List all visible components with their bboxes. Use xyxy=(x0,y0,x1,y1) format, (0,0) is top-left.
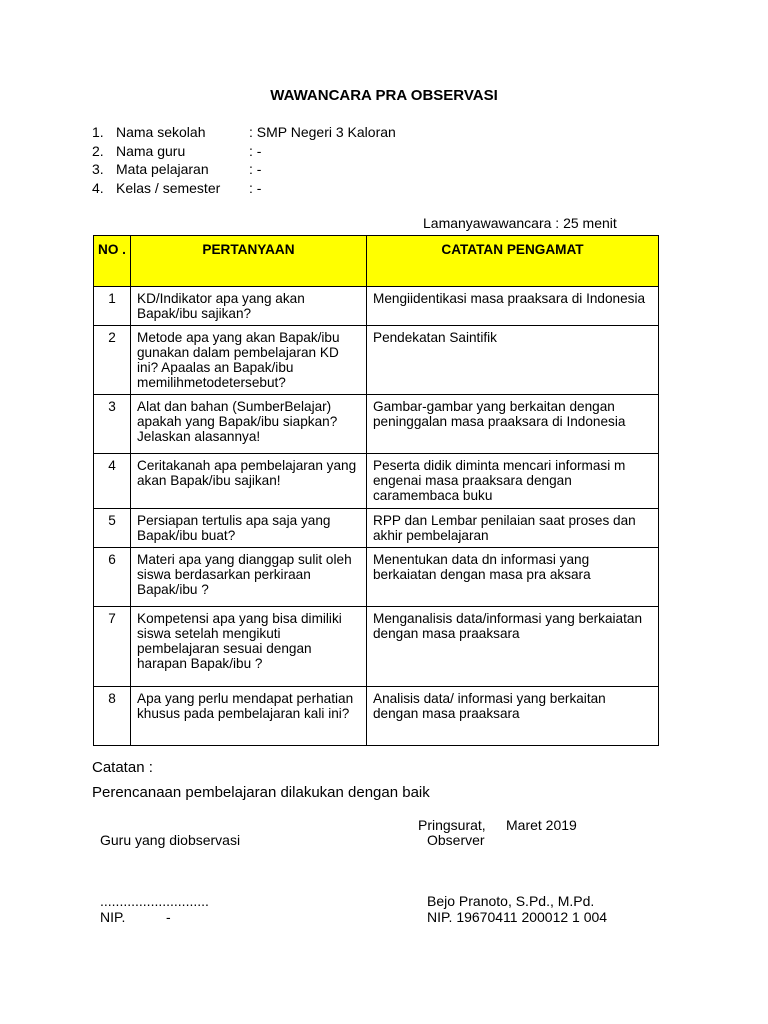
header-no: NO . xyxy=(94,236,131,287)
table-row xyxy=(94,395,659,454)
table-row xyxy=(94,326,659,395)
left-signatory-role: Guru yang diobservasi xyxy=(100,832,241,848)
row-number: 6 xyxy=(94,548,131,607)
info-number: 3. xyxy=(92,161,104,177)
row-number: 3 xyxy=(94,395,131,454)
row-number: 5 xyxy=(94,509,131,548)
row-question: Metode apa yang akan Bapak/ibu gunakan dalam pembelajaran KD ini? Apaalas an Bapak/ibu memilihmetodetersebut? xyxy=(131,326,367,395)
info-value-class: : - xyxy=(249,180,262,196)
interview-table xyxy=(93,235,659,746)
info-label-school: Nama sekolah xyxy=(116,124,206,140)
info-number: 4. xyxy=(92,180,104,196)
row-number: 7 xyxy=(94,607,131,687)
left-nip-value: - xyxy=(166,909,171,925)
row-question: Alat dan bahan (SumberBelajar) apakah yang Bapak/ibu siapkan? Jelaskan alasannya! xyxy=(131,395,367,454)
notes-label: Catatan : xyxy=(92,759,153,776)
row-number: 8 xyxy=(94,687,131,746)
signature-place: Pringsurat, xyxy=(418,817,486,833)
info-label-teacher: Nama guru xyxy=(116,143,186,159)
table-row xyxy=(94,687,659,746)
left-signatory-name: ............................ xyxy=(100,893,209,909)
info-number: 1. xyxy=(92,124,104,140)
row-note: Menganalisis data/informasi yang berkaiatan dengan masa praaksara xyxy=(367,607,659,687)
row-number: 4 xyxy=(94,454,131,509)
document-title: WAWANCARA PRA OBSERVASI xyxy=(270,87,498,104)
info-label-class: Kelas / semester xyxy=(116,180,221,196)
row-number: 2 xyxy=(94,326,131,395)
table-row xyxy=(94,454,659,509)
row-question: Ceritakanah apa pembelajaran yang akan Bapak/ibu sajikan! xyxy=(131,454,367,509)
row-note: Pendekatan Saintifik xyxy=(367,326,659,395)
notes-text: Perencanaan pembelajaran dilakukan dengan baik xyxy=(92,784,430,801)
table-row xyxy=(94,548,659,607)
row-note: Peserta didik diminta mencari informasi m engenai masa praaksara dengan caramembaca buku xyxy=(367,454,659,509)
left-nip-label: NIP. xyxy=(100,909,126,925)
header-question: PERTANYAAN xyxy=(131,236,367,287)
signature-date: Maret 2019 xyxy=(506,817,577,833)
info-number: 2. xyxy=(92,143,104,159)
row-note: Menentukan data dn informasi yang berkaiatan dengan masa pra aksara xyxy=(367,548,659,607)
info-value-subject: : - xyxy=(249,161,262,177)
header-observer-note: CATATAN PENGAMAT xyxy=(367,236,659,287)
info-value-school: : SMP Negeri 3 Kaloran xyxy=(249,124,396,140)
row-note: Analisis data/ informasi yang berkaitan dengan masa praaksara xyxy=(367,687,659,746)
row-question: Materi apa yang dianggap sulit oleh siswa berdasarkan perkiraan Bapak/ibu ? xyxy=(131,548,367,607)
interview-duration: Lamanyawawancara : 25 menit xyxy=(423,215,617,231)
table-row xyxy=(94,287,659,326)
row-question: Apa yang perlu mendapat perhatian khusus pada pembelajaran kali ini? xyxy=(131,687,367,746)
right-signatory-role: Observer xyxy=(427,832,485,848)
info-value-teacher: : - xyxy=(249,143,262,159)
row-question: Kompetensi apa yang bisa dimiliki siswa setelah mengikuti pembelajaran sesuai dengan harapan Bapak/ibu ? xyxy=(131,607,367,687)
table-row xyxy=(94,509,659,548)
right-nip: NIP. 19670411 200012 1 004 xyxy=(427,909,608,925)
row-note: Gambar-gambar yang berkaitan dengan peninggalan masa praaksara di Indonesia xyxy=(367,395,659,454)
table-row xyxy=(94,607,659,687)
info-label-subject: Mata pelajaran xyxy=(116,161,209,177)
row-note: RPP dan Lembar penilaian saat proses dan akhir pembelajaran xyxy=(367,509,659,548)
table-header-row xyxy=(94,236,659,287)
row-question: Persiapan tertulis apa saja yang Bapak/ibu buat? xyxy=(131,509,367,548)
row-question: KD/Indikator apa yang akan Bapak/ibu sajikan? xyxy=(131,287,367,326)
right-signatory-name: Bejo Pranoto, S.Pd., M.Pd. xyxy=(427,893,595,909)
row-number: 1 xyxy=(94,287,131,326)
row-note: Mengiidentikasi masa praaksara di Indonesia xyxy=(367,287,659,326)
